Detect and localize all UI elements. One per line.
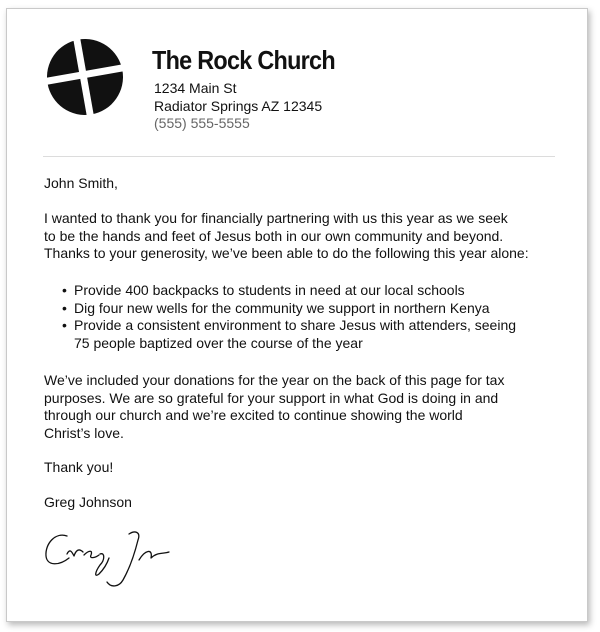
intro-line: I wanted to thank you for financially partnering with us this year as we seek xyxy=(44,210,508,226)
cross-circle-icon xyxy=(47,39,123,115)
list-item-text: Provide 400 backpacks to students in need at our local schools xyxy=(74,282,465,298)
intro-line: Thanks to your generosity, we’ve been able to do the following this year alone: xyxy=(44,245,529,261)
header-divider xyxy=(43,156,555,157)
list-item-text: Provide a consistent environment to share Jesus with attenders, seeing xyxy=(74,317,517,333)
bullet-icon: • xyxy=(62,299,67,316)
intro-paragraph xyxy=(44,210,529,263)
donations-paragraph xyxy=(44,372,504,442)
bullet-icon: • xyxy=(62,282,67,298)
bullet-icon: • xyxy=(62,317,67,333)
intro-line: to be the hands and feet of Jesus both in our own community and beyond. xyxy=(44,227,504,244)
donations-line: purposes. We are so grateful for your support in what God is doing in and xyxy=(44,389,499,406)
list-item-continuation: 75 people baptized over the course of the year xyxy=(74,334,363,351)
address-city-state-zip: Radiator Springs AZ 12345 xyxy=(154,98,323,114)
letter-page xyxy=(6,8,588,622)
signature-icon xyxy=(37,522,187,592)
phone-number: (555) 555-5555 xyxy=(154,115,250,131)
list-item xyxy=(62,300,516,318)
church-name: The Rock Church xyxy=(152,45,335,75)
signer-name: Greg Johnson xyxy=(44,494,132,510)
address-street: 1234 Main St xyxy=(154,80,237,96)
list-item xyxy=(62,317,516,335)
accomplishments-list xyxy=(62,282,516,352)
donations-line: Christ’s love. xyxy=(44,424,124,441)
salutation: John Smith, xyxy=(44,175,118,191)
donations-line: through our church and we’re excited to continue showing the world xyxy=(44,407,463,423)
donations-line: We’ve included your donations for the year on the back of this page for tax xyxy=(44,372,505,388)
list-item xyxy=(62,282,516,300)
closing: Thank you! xyxy=(44,459,114,475)
list-item-text: Dig four new wells for the community we support in northern Kenya xyxy=(74,299,490,316)
